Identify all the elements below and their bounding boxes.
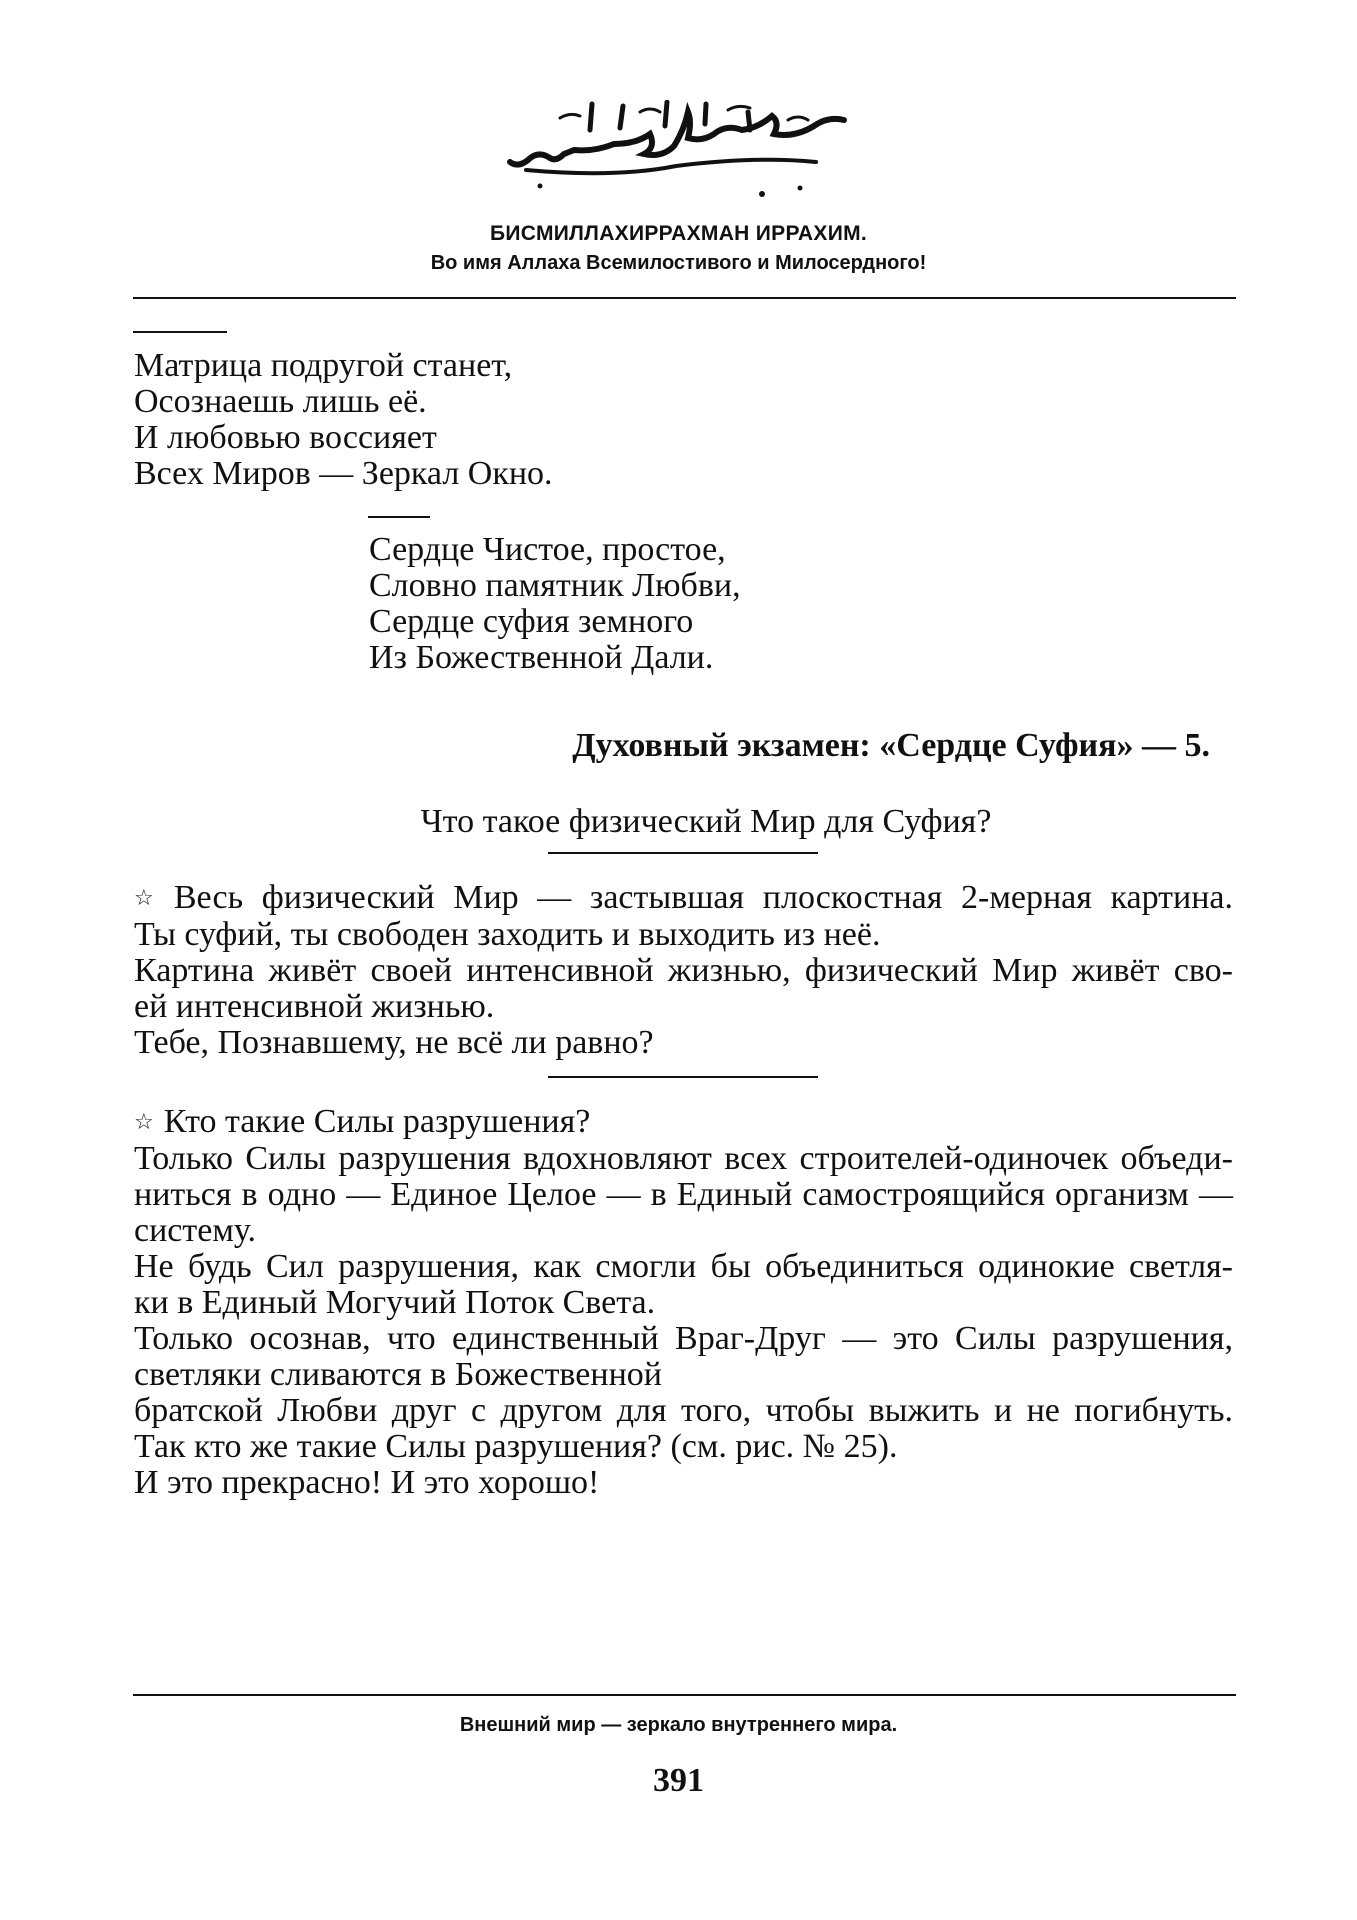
- header-divider: [133, 297, 1236, 299]
- paragraph-line: ниться в одно — Единое Целое — в Единый самостроящийся организм —: [134, 1176, 1233, 1213]
- section-forces-of-destruction: [134, 1104, 1233, 1501]
- poem-line: Всех Миров — Зеркал Окно.: [134, 455, 553, 492]
- footer-motto: Внешний мир — зеркало внутреннего мира.: [459, 1714, 898, 1736]
- poem-line: Сердце Чистое, простое,: [369, 531, 726, 568]
- poem-line: Словно памятник Любви,: [369, 567, 741, 604]
- question-divider: [548, 852, 818, 854]
- section-first-line: [134, 1104, 1233, 1141]
- basmala-calligraphy: [500, 100, 860, 210]
- header-subtitle: Во имя Аллаха Всемилостивого и Милосердного!: [430, 252, 927, 274]
- stanza-divider-short: [368, 516, 430, 518]
- poem-divider-short: [133, 331, 227, 333]
- paragraph-line: Не будь Сил разрушения, как смогли бы объединиться одинокие светля-: [134, 1248, 1233, 1285]
- paragraph-line: светляки сливаются в Божественной: [134, 1356, 662, 1393]
- exam-heading: Духовный экзамен: «Сердце Суфия» — 5.: [572, 727, 1210, 764]
- section-first-line-text: Кто такие Силы разрушения?: [163, 1103, 591, 1140]
- paragraph-line: Только Силы разрушения вдохновляют всех строителей-одиночек объеди-: [134, 1140, 1233, 1177]
- basmala-text: بِسْمِ اللهِ الرَّحْمٰنِ الرَّحِيمِ: [669, 204, 691, 206]
- poem-stanza-1: [134, 348, 553, 492]
- header-title: БИСМИЛЛАХИРРАХМАН ИРРАХИМ.: [489, 222, 868, 245]
- paragraph-line: И это прекрасно! И это хорошо!: [134, 1464, 600, 1501]
- footer-divider: [133, 1694, 1236, 1696]
- poem-line: Матрица подругой станет,: [134, 347, 513, 384]
- section-divider: [548, 1076, 818, 1078]
- paragraph-line: Только осознав, что единственный Враг-Друг — это Силы разрушения,: [134, 1320, 1233, 1357]
- paragraph-line: братской Любви друг с другом для того, чтобы выжить и не погибнуть.: [134, 1392, 1233, 1429]
- section-first-line-text: Весь физический Мир — застывшая плоскостная 2-мерная картина.: [173, 879, 1233, 916]
- paragraph-line: Ты суфий, ты свободен заходить и выходить из неё.: [134, 916, 881, 953]
- section-physical-world: [134, 880, 1233, 1061]
- paragraph-line: Тебе, Познавшему, не всё ли равно?: [134, 1024, 654, 1061]
- poem-line: Сердце суфия земного: [369, 603, 694, 640]
- poem-line: Осознаешь лишь её.: [134, 383, 427, 420]
- paragraph-line: Так кто же такие Силы разрушения? (см. рис. № 25).: [134, 1428, 898, 1465]
- poem-stanza-2: [369, 532, 741, 676]
- paragraph-line: систему.: [134, 1212, 256, 1249]
- page-number: 391: [653, 1762, 704, 1799]
- star-icon: ☆: [134, 886, 164, 911]
- paragraph-line: Картина живёт своей интенсивной жизнью, физический Мир живёт сво-: [134, 952, 1233, 989]
- poem-line: Из Божественной Дали.: [369, 639, 714, 676]
- paragraph-line: ки в Единый Могучий Поток Света.: [134, 1284, 656, 1321]
- poem-line: И любовью воссияет: [134, 419, 437, 456]
- paragraph-line: ей интенсивной жизнью.: [134, 988, 495, 1025]
- star-icon: ☆: [134, 1110, 154, 1135]
- question-text: Что такое физический Мир для Суфия?: [420, 803, 992, 840]
- section-first-line: [134, 880, 1233, 917]
